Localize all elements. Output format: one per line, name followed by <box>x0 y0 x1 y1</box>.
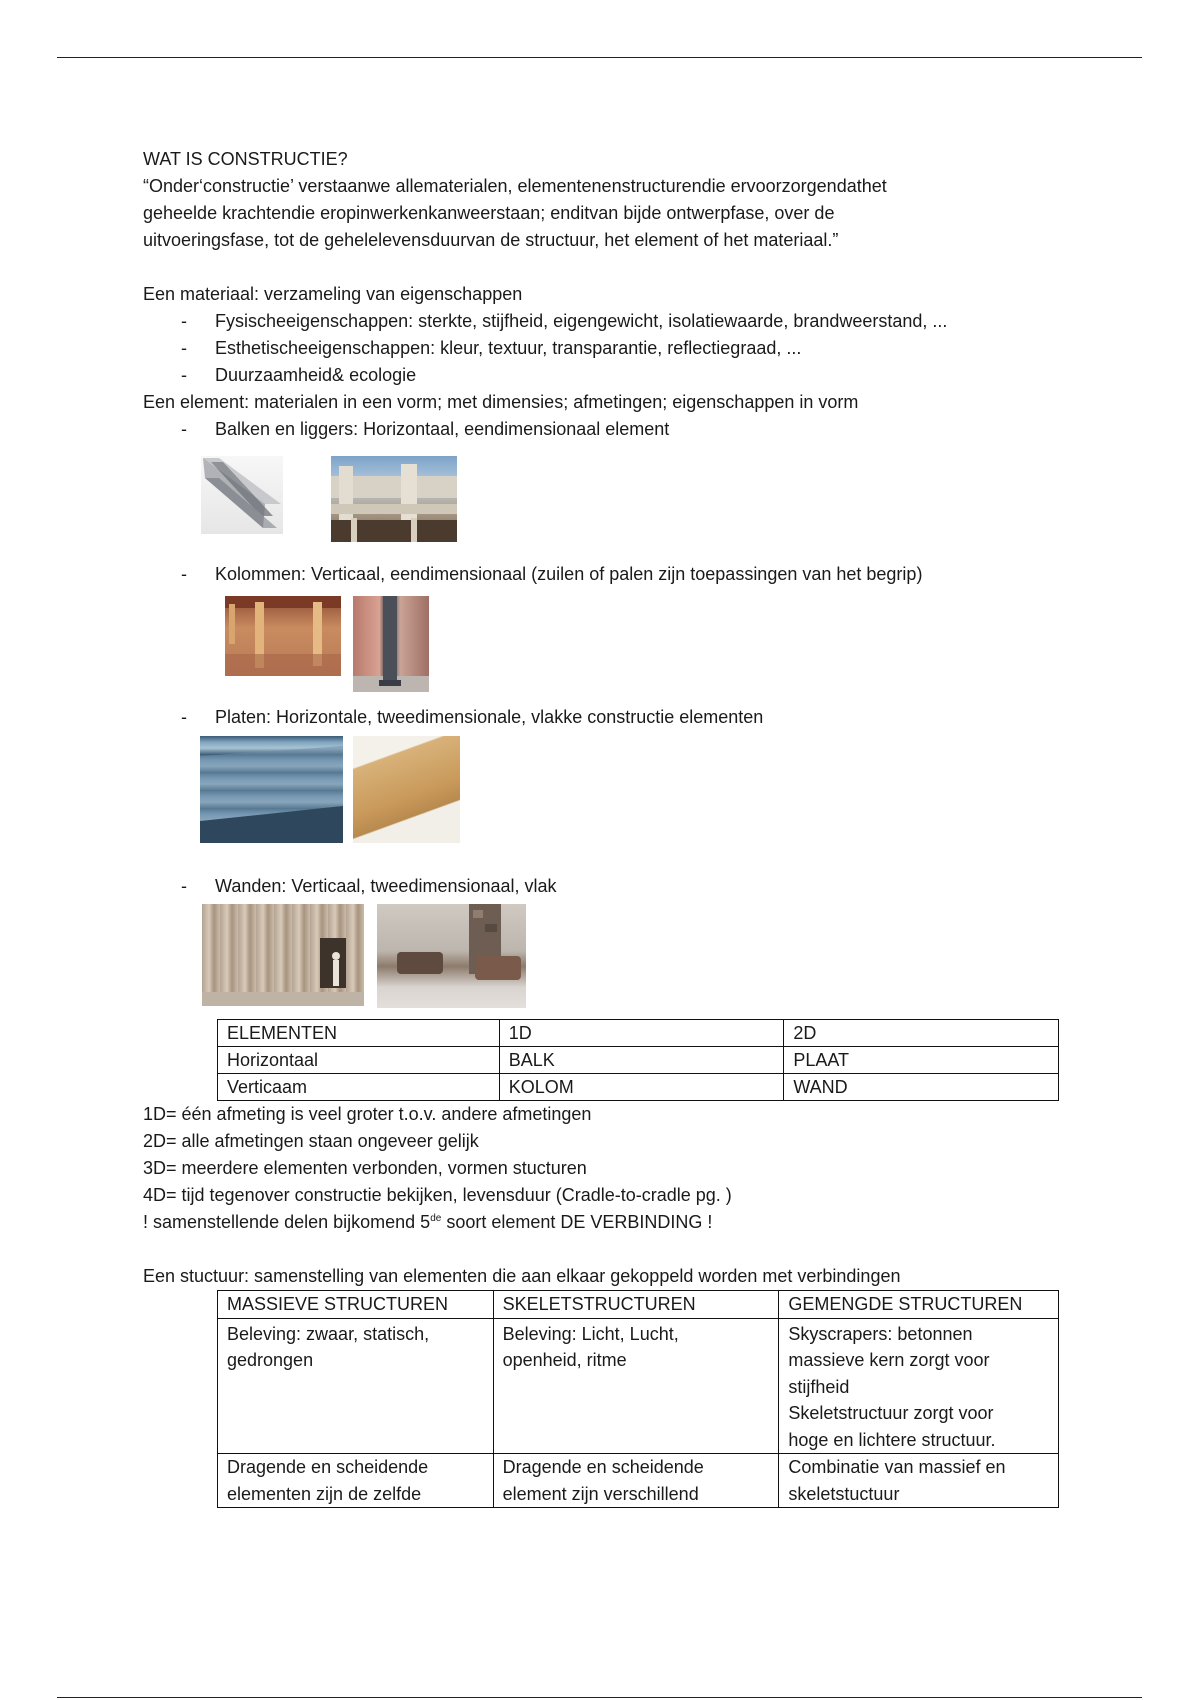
table-row <box>218 1074 1059 1101</box>
table-cell: Dragende en scheidende elementen zijn de zelfde <box>218 1454 494 1508</box>
elements-table <box>217 1019 1059 1101</box>
quote-line-1: “Onder‘constructie’ verstaanwe allematerialen, elementenenstructurendie ervoorzorgendathet <box>143 176 887 196</box>
concrete-beams-image <box>331 456 457 542</box>
table-row <box>218 1047 1059 1074</box>
table-cell: WAND <box>784 1074 1059 1101</box>
quote-line-3: uitvoeringsfase, tot de gehelelevensduurvan de structuur, het element of het materiaal.” <box>143 230 839 250</box>
connection-note: ! samenstellende delen bijkomend 5de soort element DE VERBINDING ! <box>143 1212 713 1232</box>
table-cell: Horizontaal <box>218 1047 500 1074</box>
table-header-cell: SKELETSTRUCTUREN <box>493 1291 779 1319</box>
table-cell: Verticaam <box>218 1074 500 1101</box>
steel-ibeam-image <box>201 456 283 534</box>
table-cell: 2D <box>784 1020 1059 1047</box>
table-cell: Dragende en scheidende element zijn verschillend <box>493 1454 779 1508</box>
element-bullet-columns: - Kolommen: Verticaal, eendimensionaal (zuilen of palen zijn toepassingen van het begrip) <box>181 564 923 584</box>
table-cell: Combinatie van massief en skeletstuctuur <box>779 1454 1059 1508</box>
material-bullet: - Duurzaamheid& ecologie <box>181 365 417 385</box>
stone-wall-interior-image <box>377 904 526 1008</box>
table-row <box>218 1020 1059 1047</box>
dimension-line-4d: 4D= tijd tegenover constructie bekijken, levensduur (Cradle-to-cradle pg. ) <box>143 1185 732 1205</box>
table-header-cell: MASSIEVE STRUCTUREN <box>218 1291 494 1319</box>
structures-table <box>217 1290 1059 1508</box>
table-row <box>218 1454 1059 1508</box>
table-cell: ELEMENTEN <box>218 1020 500 1047</box>
bottom-rule <box>57 1697 1142 1698</box>
dimension-line-2d: 2D= alle afmetingen staan ongeveer gelijk <box>143 1131 479 1151</box>
dimension-line-3d: 3D= meerdere elementen verbonden, vormen stucturen <box>143 1158 587 1178</box>
dimension-line-1d: 1D= één afmeting is veel groter t.o.v. andere afmetingen <box>143 1104 592 1124</box>
table-row <box>218 1291 1059 1319</box>
table-cell: Beleving: zwaar, statisch, gedrongen <box>218 1318 494 1454</box>
wooden-columns-image <box>225 596 341 676</box>
top-rule <box>57 57 1142 58</box>
page-heading: WAT IS CONSTRUCTIE? <box>143 149 348 169</box>
material-bullet: - Fysischeeigenschappen: sterkte, stijfheid, eigengewicht, isolatiewaarde, brandweerstand, ... <box>181 311 948 331</box>
material-bullet: - Esthetischeeigenschappen: kleur, textuur, transparantie, reflectiegraad, ... <box>181 338 802 358</box>
table-cell: 1D <box>499 1020 784 1047</box>
table-cell: KOLOM <box>499 1074 784 1101</box>
element-bullet-beams: - Balken en liggers: Horizontaal, eendimensionaal element <box>181 419 670 439</box>
stacked-slabs-image <box>200 736 343 843</box>
osb-board-image <box>353 736 460 843</box>
table-cell: Skyscrapers: betonnen massieve kern zorgt voor stijfheid Skeletstructuur zorgt voor hoge en lichtere structuur. <box>779 1318 1059 1454</box>
wooden-wall-image <box>202 904 364 1006</box>
document-body <box>143 146 1083 1508</box>
steel-column-image <box>353 596 429 692</box>
structure-intro: Een stuctuur: samenstelling van elementen die aan elkaar gekoppeld worden met verbindingen <box>143 1266 901 1286</box>
element-intro: Een element: materialen in een vorm; met dimensies; afmetingen; eigenschappen in vorm <box>143 392 859 412</box>
table-cell: PLAAT <box>784 1047 1059 1074</box>
table-cell: BALK <box>499 1047 784 1074</box>
table-row <box>218 1318 1059 1454</box>
element-bullet-plates: - Platen: Horizontale, tweedimensionale, vlakke constructie elementen <box>181 707 764 727</box>
material-intro: Een materiaal: verzameling van eigenschappen <box>143 284 523 304</box>
element-bullet-walls: - Wanden: Verticaal, tweedimensionaal, vlak <box>181 876 557 896</box>
table-header-cell: GEMENGDE STRUCTUREN <box>779 1291 1059 1319</box>
quote-line-2: geheelde krachtendie eropinwerkenkanweerstaan; enditvan bijde ontwerpfase, over de <box>143 203 835 223</box>
table-cell: Beleving: Licht, Lucht, openheid, ritme <box>493 1318 779 1454</box>
